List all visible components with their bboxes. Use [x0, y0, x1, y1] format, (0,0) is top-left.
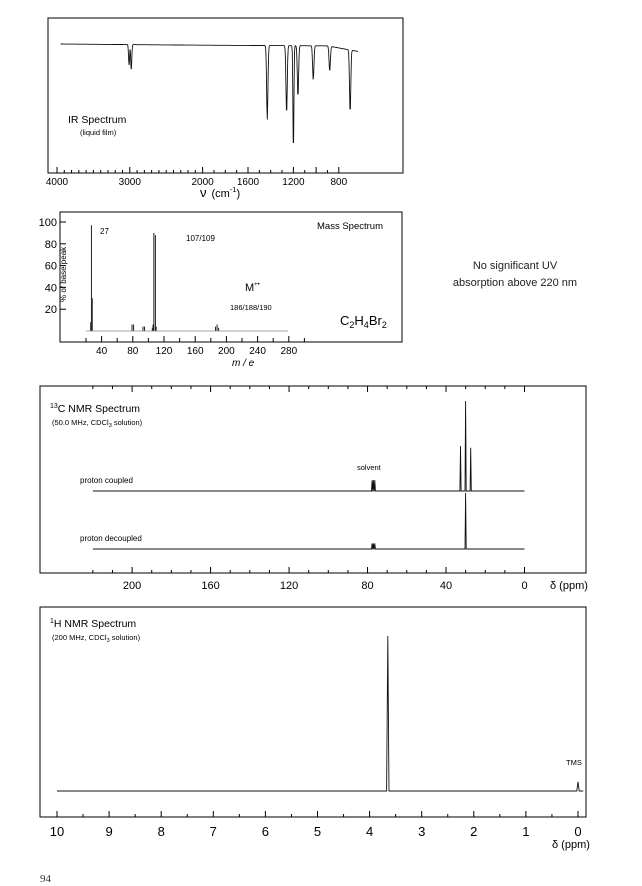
mass-y-tick-label: 100 [38, 217, 57, 229]
mass-x-tick-label: 200 [218, 346, 235, 357]
ir-axis-unit-pre: (cm [211, 188, 230, 200]
peak-label-107: 107/109 [186, 234, 215, 243]
c13-axis-label: δ (ppm) [550, 580, 588, 592]
c13-decoupled-trace [93, 493, 525, 549]
mass-y-tick-label: 40 [44, 282, 57, 295]
ir-tick-label: 4000 [45, 177, 69, 188]
mass-title: Mass Spectrum [317, 221, 383, 232]
mass-x-tick-label: 240 [249, 346, 266, 357]
ir-spectrum-panel [46, 18, 403, 200]
h1-x-tick-label: 7 [209, 824, 217, 839]
uv-note-line2: absorption above 220 nm [452, 277, 578, 289]
c13-top-ticks [93, 386, 525, 392]
mass-x-tick-label: 80 [127, 346, 139, 357]
c13-x-tick-label: 0 [521, 580, 528, 592]
ir-tick-label: 1600 [236, 177, 260, 188]
h1-x-axis [50, 811, 582, 839]
ir-axis-label [200, 185, 240, 200]
mass-y-tick-label: 80 [44, 238, 57, 251]
molecular-ion-masses: 186/188/190 [230, 303, 272, 312]
h1-x-tick-label: 4 [365, 824, 374, 839]
mass-x-axis [86, 336, 304, 357]
h1-x-tick-label: 8 [157, 824, 165, 839]
mass-spectrum-panel [39, 212, 402, 369]
ir-axis-unit-exp: -1 [229, 185, 237, 194]
mass-y-label: % of base peak [59, 246, 68, 302]
c13-x-tick-label: 120 [279, 580, 299, 592]
h1-axis-label: δ (ppm) [552, 839, 590, 851]
c13-x-tick-label: 200 [122, 580, 142, 592]
c13-x-tick-label: 80 [361, 580, 374, 592]
ir-axis-unit-post: ) [236, 188, 241, 200]
ir-subtitle: (liquid film) [80, 128, 117, 137]
h1-nmr-panel [40, 607, 590, 851]
h1-x-tick-label: 3 [418, 824, 426, 839]
mass-x-tick-label: 120 [155, 346, 173, 357]
h1-tms-label: TMS [566, 758, 582, 767]
ir-tick-label: 1200 [282, 177, 305, 188]
h1-x-tick-label: 5 [313, 824, 322, 839]
c13-coupled-trace [93, 401, 525, 491]
h1-x-tick-label: 6 [261, 824, 270, 839]
mass-x-label: m / e [232, 358, 255, 369]
uv-note-line1: No significant UV [472, 260, 558, 272]
c13-x-tick-label: 160 [201, 580, 220, 592]
mass-x-tick-label: 40 [96, 346, 108, 357]
mass-y-tick-label: 20 [44, 304, 57, 317]
molecular-ion-sup: +• [254, 282, 260, 288]
h1-x-tick-label: 0 [574, 824, 582, 839]
peak-label-27: 27 [100, 227, 109, 236]
page-number: 94 [40, 873, 51, 885]
ir-x-axis [46, 167, 348, 188]
ir-tick-label: 800 [330, 177, 348, 188]
c13-x-tick-label: 40 [439, 580, 453, 592]
ir-axis-symbol: ν [200, 185, 207, 200]
h1-subtitle: (200 MHz, CDCl$_3$ solution) [52, 633, 141, 644]
c13-solvent-label: solvent [357, 463, 381, 472]
ir-tick-label: 2000 [191, 177, 214, 188]
h1-x-tick-label: 10 [49, 824, 65, 839]
molecular-formula: $C_2H_4Br_2$ [340, 313, 387, 330]
ir-title: IR Spectrum [68, 114, 127, 126]
mass-x-tick-label: 280 [280, 346, 298, 357]
c13-coupled-label: proton coupled [80, 476, 133, 485]
h1-trace [57, 636, 583, 791]
c13-title: $^{13}$C NMR Spectrum [50, 403, 141, 415]
c13-x-axis [93, 567, 528, 592]
h1-x-tick-label: 9 [105, 824, 113, 839]
h1-x-tick-label: 1 [522, 824, 530, 839]
mass-y-tick-label: 60 [44, 260, 57, 273]
molecular-ion-label [245, 282, 260, 294]
c13-subtitle: (50.0 MHz, CDCl$_3$ solution) [52, 418, 143, 429]
molecular-ion: M [245, 282, 255, 294]
c13-nmr-panel [40, 386, 588, 592]
h1-x-tick-label: 2 [470, 824, 478, 839]
mass-x-tick-label: 160 [186, 346, 204, 357]
ir-tick-label: 3000 [118, 177, 141, 188]
uv-note [440, 258, 590, 292]
h1-title: $^1$H NMR Spectrum [50, 618, 137, 630]
c13-decoupled-label: proton decoupled [80, 534, 142, 543]
